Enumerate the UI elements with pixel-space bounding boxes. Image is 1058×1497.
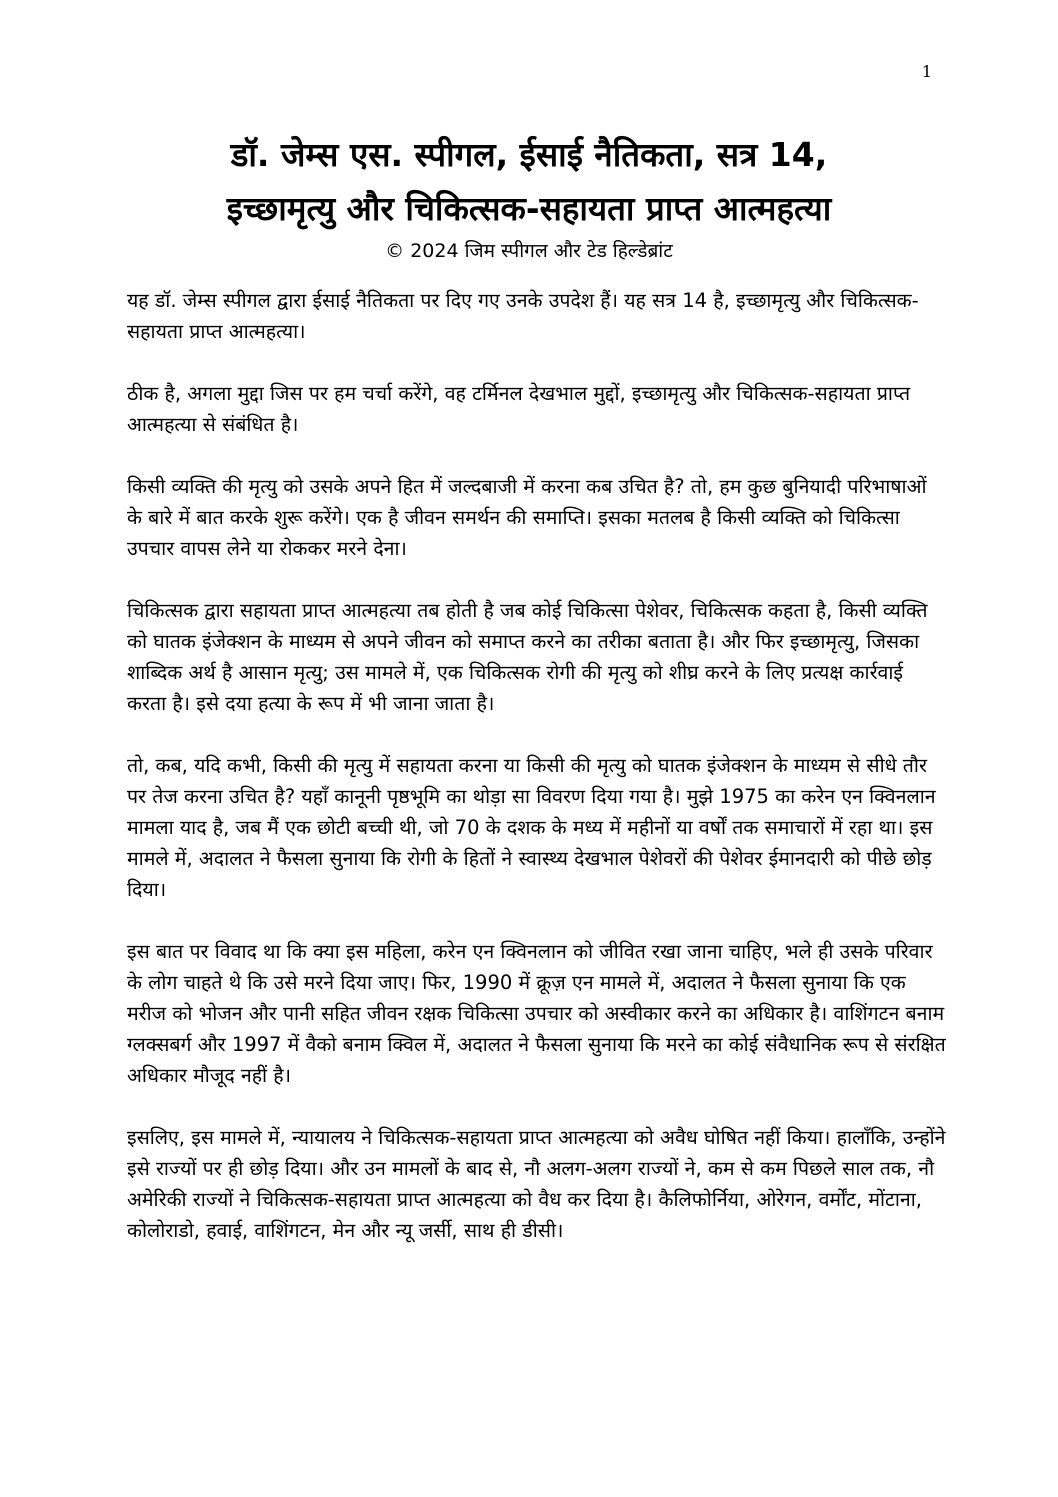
title-block: [60, 128, 998, 266]
page-title-line-1: डॉ. जेम्स एस. स्पीगल, ईसाई नैतिकता, सत्र 14,: [230, 135, 828, 174]
document-body: [127, 285, 947, 1277]
paragraph: किसी व्यक्ति की मृत्यु को उसके अपने हित में जल्दबाजी में करना कब उचित है? तो, हम कुछ बुनियादी परिभाषाओं के बारे में बात करके शुरू करेंगे। एक है जीवन समर्थन की समाप्ति। इसका मतलब है किसी व्यक्ति को चिकित्सा उपचार वापस लेने या रोककर मरने देना।: [127, 475, 927, 560]
paragraph: चिकित्सक द्वारा सहायता प्राप्त आत्महत्या तब होती है जब कोई चिकित्सा पेशेवर, चिकित्सक कहता है, किसी व्यक्ति को घातक इंजेक्शन के माध्यम से अपने जीवन को समाप्त करने का तरीका बताता है। और फिर इच्छामृत्यु, जिसका शाब्दिक अर्थ है आसान मृत्यु; उस मामले में, एक चिकित्सक रोगी की मृत्यु को शीघ्र करने के लिए प्रत्यक्ष कार्रवाई करता है। इसे दया हत्या के रूप में भी जाना जाता है।: [127, 599, 928, 715]
page-number: 1: [921, 62, 932, 81]
page-title-line-2: इच्छामृत्यु और चिकित्सक-सहायता प्राप्त आत्महत्या: [226, 189, 832, 228]
paragraph: यह डॉ. जेम्स स्पीगल द्वारा ईसाई नैतिकता पर दिए गए उनके उपदेश हैं। यह सत्र 14 है, इच्छामृत्यु और चिकित्सक-सहायता प्राप्त आत्महत्या।: [127, 289, 919, 343]
paragraph: इस बात पर विवाद था कि क्या इस महिला, करेन एन क्विनलान को जीवित रखा जाना चाहिए, भले ही उसके परिवार के लोग चाहते थे कि उसे मरने दिया जाए। फिर, 1990 में क्रूज़ एन मामले में, अदालत ने फैसला सुनाया कि एक मरीज को भोजन और पानी सहित जीवन रक्षक चिकित्सा उपचार को अस्वीकार करने का अधिकार है। वाशिंगटन बनाम ग्लक्सबर्ग और 1997 में वैको बनाम क्विल में, अदालत ने फैसला सुनाया कि मरने का कोई संवैधानिक रूप से संरक्षित अधिकार मौजूद नहीं है।: [127, 940, 946, 1087]
paragraph: तो, कब, यदि कभी, किसी की मृत्यु में सहायता करना या किसी की मृत्यु को घातक इंजेक्शन के माध्यम से सीधे तौर पर तेज करना उचित है? यहाँ कानूनी पृष्ठभूमि का थोड़ा सा विवरण दिया गया है। मुझे 1975 का करेन एन क्विनलान मामला याद है, जब मैं एक छोटी बच्ची थी, जो 70 के दशक के मध्य में महीनों या वर्षों तक समाचारों में रहा था। इस मामले में, अदालत ने फैसला सुनाया कि रोगी के हितों ने स्वास्थ्य देखभाल पेशेवरों की पेशेवर ईमानदारी को पीछे छोड़ दिया।: [127, 754, 936, 901]
copyright-notice: © 2024 जिम स्पीगल और टेड हिल्डेब्रांट: [385, 240, 673, 262]
paragraph: ठीक है, अगला मुद्दा जिस पर हम चर्चा करेंगे, वह टर्मिनल देखभाल मुद्दों, इच्छामृत्यु और चिकित्सक-सहायता प्राप्त आत्महत्या से संबंधित है।: [127, 382, 911, 436]
paragraph: इसलिए, इस मामले में, न्यायालय ने चिकित्सक-सहायता प्राप्त आत्महत्या को अवैध घोषित नहीं किया। हालाँकि, उन्होंने इसे राज्यों पर ही छोड़ दिया। और उन मामलों के बाद से, नौ अलग-अलग राज्यों ने, कम से कम पिछले साल तक, नौ अमेरिकी राज्यों ने चिकित्सक-सहायता प्राप्त आत्महत्या को वैध कर दिया है। कैलिफोर्निया, ओरेगन, वर्मोंट, मोंटाना, कोलोराडो, हवाई, वाशिंगटन, मेन और न्यू जर्सी, साथ ही डीसी।: [127, 1126, 946, 1242]
